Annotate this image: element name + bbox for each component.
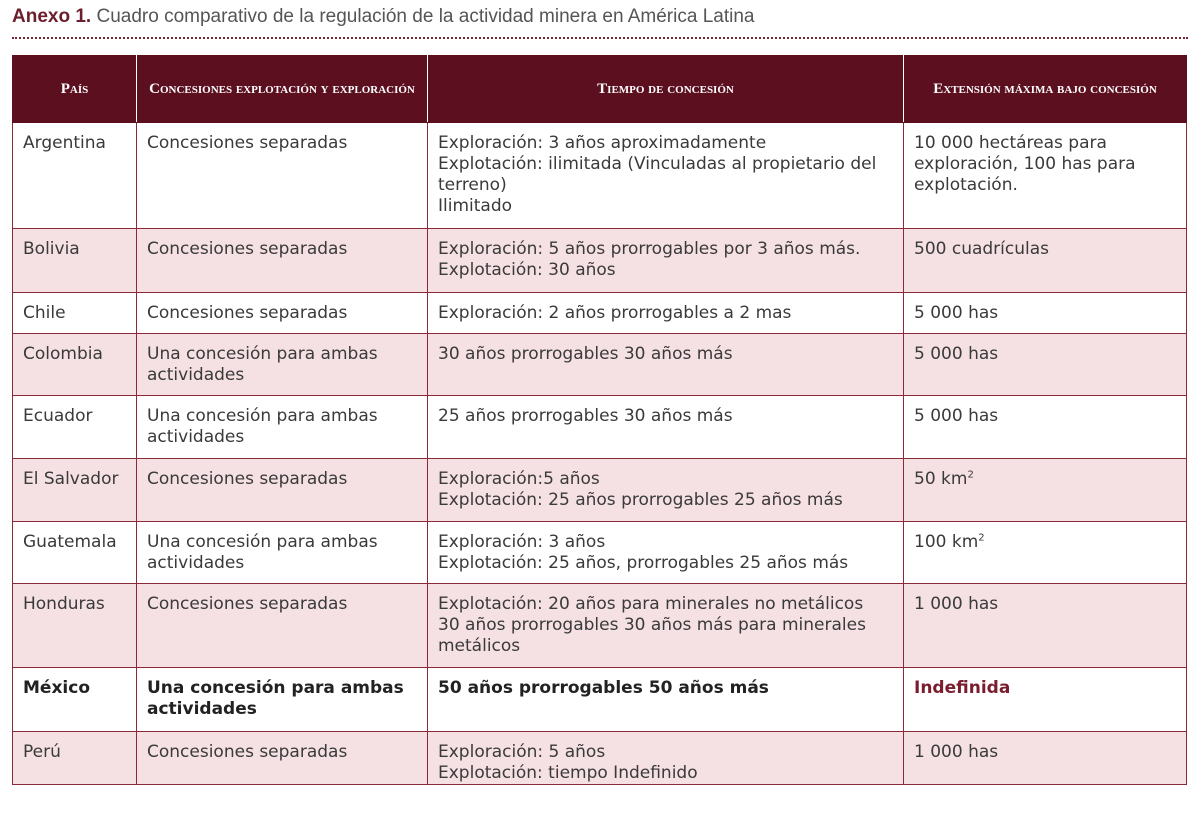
header-tiempo: Tiempo de concesión (428, 56, 904, 123)
cell-tiempo (428, 584, 904, 668)
tiempo-line: Explotación: tiempo Indefinido (438, 763, 698, 783)
cell-tiempo (428, 396, 904, 459)
tiempo-line: 30 años prorrogables 30 años más (438, 344, 733, 364)
cell-pais: Ecuador (13, 396, 137, 459)
cell-extension (904, 584, 1187, 668)
extension-value: Indefinida (914, 678, 1011, 698)
mining-regulation-table (12, 55, 1187, 785)
cell-pais: Honduras (13, 584, 137, 668)
cell-concesiones: Concesiones separadas (137, 459, 428, 522)
extension-superscript: 2 (978, 532, 985, 544)
table-row (13, 123, 1187, 229)
extension-value: 5 000 has (914, 344, 999, 364)
cell-tiempo (428, 522, 904, 584)
table-row (13, 396, 1187, 459)
tiempo-line: Exploración: 3 años (438, 532, 606, 552)
cell-concesiones: Concesiones separadas (137, 229, 428, 293)
cell-pais: Guatemala (13, 522, 137, 584)
tiempo-line: Explotación: 25 años, prorrogables 25 años más (438, 553, 849, 573)
cell-concesiones: Concesiones separadas (137, 293, 428, 334)
table-row (13, 522, 1187, 584)
table-row (13, 334, 1187, 396)
cell-extension (904, 334, 1187, 396)
tiempo-line: Ilimitado (438, 196, 513, 216)
cell-tiempo (428, 459, 904, 522)
cell-concesiones: Una concesión para ambas actividades (137, 334, 428, 396)
tiempo-line: Exploración: 5 años (438, 742, 606, 762)
cell-tiempo (428, 668, 904, 732)
tiempo-line: Exploración:5 años (438, 469, 600, 489)
table-caption (12, 6, 754, 30)
tiempo-line: 25 años prorrogables 30 años más (438, 406, 733, 426)
table-body (13, 123, 1187, 785)
table-row (13, 459, 1187, 522)
table-row (13, 229, 1187, 293)
tiempo-line: Explotación: 25 años prorrogables 25 años más (438, 490, 843, 510)
cell-pais: Argentina (13, 123, 137, 229)
extension-value: 5 000 has (914, 406, 999, 426)
table-row (13, 293, 1187, 334)
cell-tiempo (428, 732, 904, 785)
cell-pais: México (13, 668, 137, 732)
header-extension: Extensión máxima bajo concesión (904, 56, 1187, 123)
cell-tiempo (428, 229, 904, 293)
cell-pais: El Salvador (13, 459, 137, 522)
extension-value: 100 km (914, 532, 979, 552)
extension-value: 50 km (914, 469, 968, 489)
cell-extension (904, 229, 1187, 293)
caption-text: Cuadro comparativo de la regulación de la actividad minera en América Latina (96, 6, 755, 27)
extension-value: 500 cuadrículas (914, 239, 1050, 259)
header-pais: País (13, 56, 137, 123)
cell-extension (904, 396, 1187, 459)
cell-extension (904, 522, 1187, 584)
cell-concesiones: Concesiones separadas (137, 584, 428, 668)
cell-concesiones: Una concesión para ambas actividades (137, 522, 428, 584)
tiempo-line: Explotación: 20 años para minerales no metálicos (438, 594, 864, 614)
cell-pais: Chile (13, 293, 137, 334)
header-row (13, 56, 1187, 123)
table-row (13, 668, 1187, 732)
cell-tiempo (428, 293, 904, 334)
cell-concesiones: Concesiones separadas (137, 123, 428, 229)
caption-divider (12, 37, 1188, 39)
tiempo-line: 50 años prorrogables 50 años más (438, 678, 769, 698)
cell-pais: Colombia (13, 334, 137, 396)
extension-value: 1 000 has (914, 742, 999, 762)
extension-value: 1 000 has (914, 594, 999, 614)
extension-superscript: 2 (967, 469, 974, 481)
extension-value: 5 000 has (914, 303, 999, 323)
table-row (13, 584, 1187, 668)
tiempo-line: Exploración: 3 años aproximadamente (438, 133, 767, 153)
cell-extension (904, 123, 1187, 229)
cell-tiempo (428, 123, 904, 229)
tiempo-line: Exploración: 2 años prorrogables a 2 mas (438, 303, 792, 323)
cell-extension (904, 668, 1187, 732)
extension-value: 10 000 hectáreas para exploración, 100 has para explotación. (914, 133, 1136, 195)
cell-extension (904, 732, 1187, 785)
caption-lead: Anexo 1. (12, 6, 92, 27)
cell-tiempo (428, 334, 904, 396)
tiempo-line: Explotación: ilimitada (Vinculadas al propietario del terreno) (438, 154, 877, 195)
tiempo-line: Explotación: 30 años (438, 260, 616, 280)
cell-pais: Perú (13, 732, 137, 785)
cell-extension (904, 459, 1187, 522)
cell-concesiones: Una concesión para ambas actividades (137, 668, 428, 732)
tiempo-line: Exploración: 5 años prorrogables por 3 años más. (438, 239, 861, 259)
header-concesiones: Concesiones explotación y exploración (137, 56, 428, 123)
cell-pais: Bolivia (13, 229, 137, 293)
cell-extension (904, 293, 1187, 334)
cell-concesiones: Concesiones separadas (137, 732, 428, 785)
table-row (13, 732, 1187, 785)
tiempo-line: 30 años prorrogables 30 años más para minerales metálicos (438, 615, 866, 656)
cell-concesiones: Una concesión para ambas actividades (137, 396, 428, 459)
